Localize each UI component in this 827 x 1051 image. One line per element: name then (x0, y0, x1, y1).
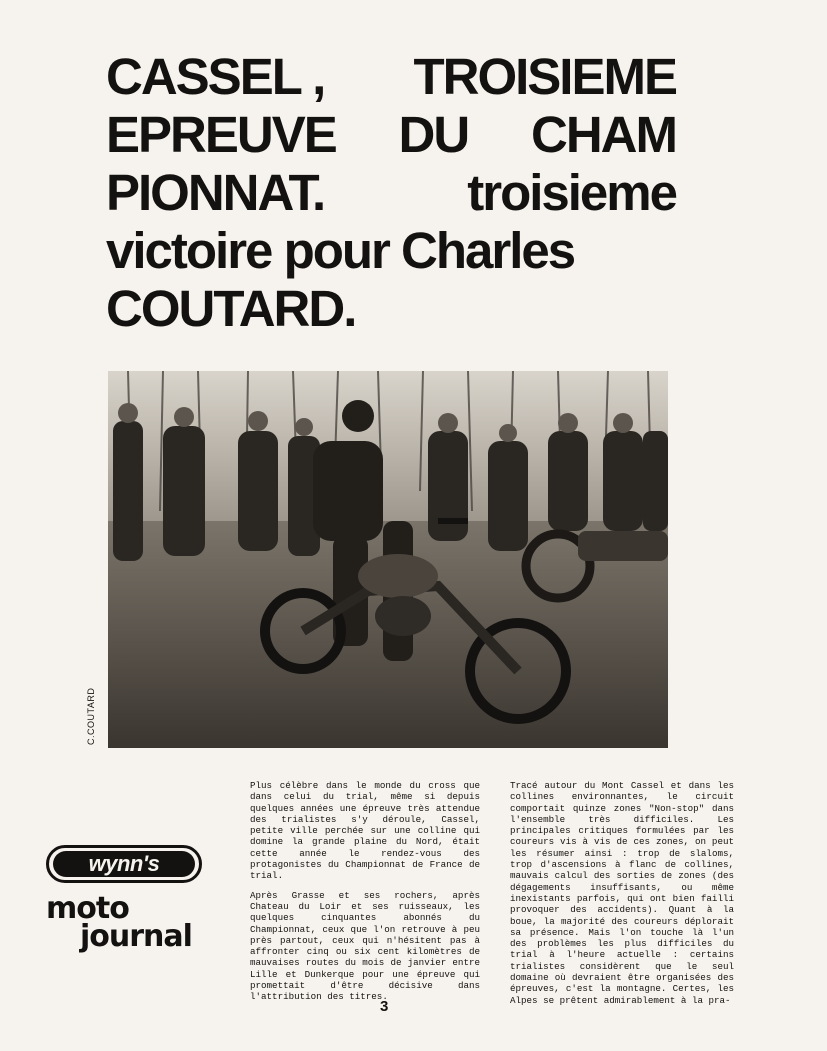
headline-word: TROISIEME (413, 48, 676, 105)
headline-word: EPREUVE (106, 106, 336, 163)
moto-journal-logo-journal: journal (80, 919, 192, 954)
article-paragraph: Plus célèbre dans le monde du cross que dans celui du trial, même si depuis quelques années une épreuve très attendue des trialistes s'y déroule, Cassel, petite ville perchée sur une colline qui domine la grande plaine du Nord, était cette année le rendez-vous des protagonistes du Championnat de France de trial. (250, 780, 480, 882)
headline-word: troisieme (467, 164, 676, 221)
moto-journal-logo-moto: moto (46, 891, 129, 926)
wynns-logo (46, 845, 202, 883)
headline-line-1 (106, 48, 676, 106)
headline-line-5: COUTARD. (106, 280, 356, 337)
headline-word: CASSEL , (106, 48, 325, 105)
article-column-2 (510, 780, 734, 1014)
photo-credit: C.COUTARD (86, 687, 96, 745)
article-paragraph: Après Grasse et ses rochers, après Chateau du Loir et ses ruisseaux, les quelques cinquantes abonnés du Championnat, ceux que l'on retrouve à peu près partout, ceux qui n'hésitent pas à affronter cinq ou six cent kilomètres de mauvaises routes du mois de janvier entre Lille et Dunkerque pour une épreuve qui promettait d'être décisive dans l'attribution des titres. (250, 889, 480, 1003)
page-number: 3 (380, 998, 389, 1015)
headline-line-2 (106, 106, 676, 164)
photo-illustration (108, 371, 668, 748)
headline (106, 48, 676, 338)
headline-word: PIONNAT. (106, 164, 325, 221)
headline-word: CHAM (531, 106, 676, 163)
article-paragraph: Tracé autour du Mont Cassel et dans les collines environnantes, le circuit comportait quinze zones "Non-stop" dans l'ensemble très difficiles. Les principales critiques formulées par les coureurs vis à vis de ces zones, on peut les résumer ainsi : trop de slaloms, trop d'ascensions à flanc de collines, mauvais calcul des sorties de zones (des dégagements insuffisants, ou même inexistants parfois, qui ont bien failli provoquer des accidents). Quant à la boue, la majorité des coureurs déplorait sa présence. Mais l'on touche là l'un des problèmes les plus difficiles du trial à l'heure actuelle : certains trialistes considèrent que le seul domaine où devraient être organisées des épreuves, c'est la montagne. Certes, les Alpes se prêtent admirablement à la pra- (510, 780, 734, 1006)
headline-line-3 (106, 164, 676, 222)
wynns-logo-text: wynn's (53, 851, 195, 877)
headline-word: DU (398, 106, 469, 163)
article-column-1 (250, 780, 480, 1011)
headline-line-4: victoire pour Charles (106, 222, 575, 279)
moto-journal-logo (46, 891, 192, 954)
trial-rider-photo (108, 371, 668, 748)
